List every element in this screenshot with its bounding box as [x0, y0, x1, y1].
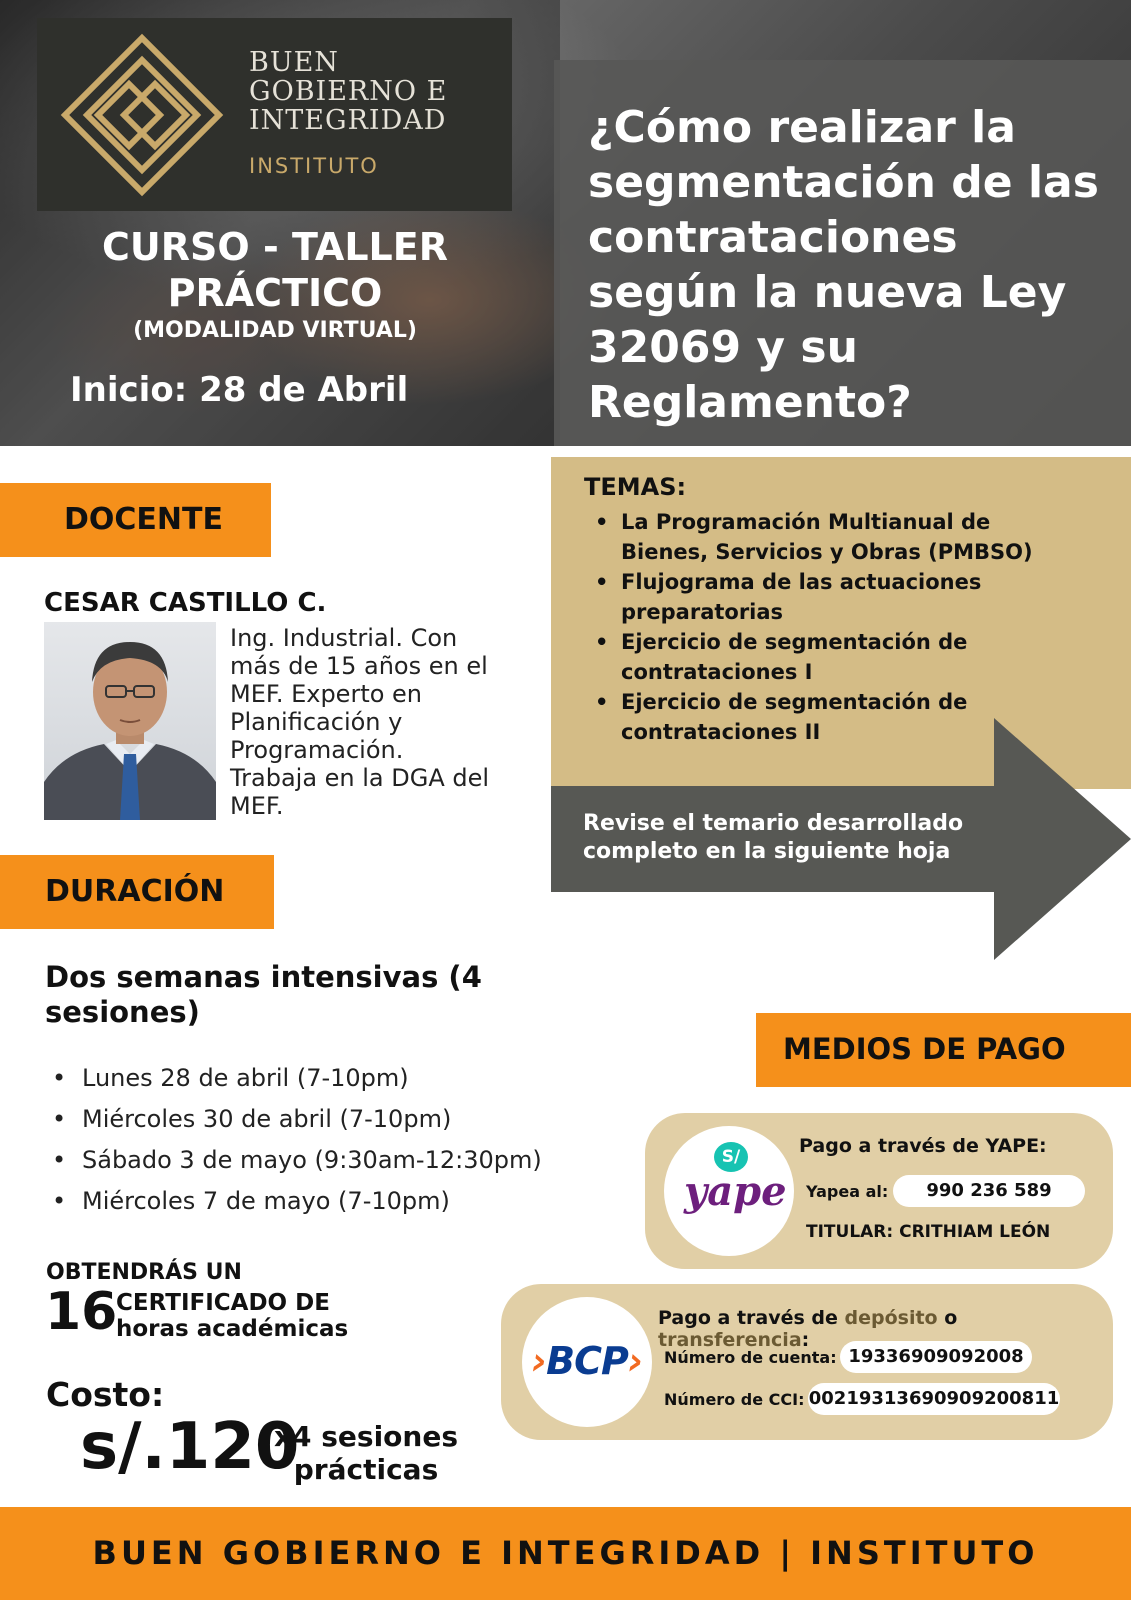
temario-note: Revise el temario desarrollado completo en la siguiente hoja — [583, 811, 964, 864]
brand-line-1: BUEN — [249, 47, 339, 78]
hero-banner — [0, 0, 1131, 446]
bcp-cci-number: 00219313690909200811 — [808, 1383, 1060, 1415]
session-item: • Lunes 28 de abril (7-10pm) — [52, 1058, 542, 1099]
start-date: Inicio: 28 de Abril — [70, 370, 409, 410]
certificate-intro: OBTENDRÁS UN — [46, 1260, 242, 1285]
footer-banner: BUEN GOBIERNO E INTEGRIDAD | INSTITUTO — [0, 1507, 1131, 1600]
duration-headline: Dos semanas intensivas (4 sesiones) — [45, 960, 482, 1029]
brand-subtitle: INSTITUTO — [249, 154, 379, 178]
yape-title: Pago a través de YAPE: — [799, 1135, 1047, 1157]
cost-label: Costo: — [46, 1375, 165, 1414]
yape-badge-icon: S/ — [714, 1142, 748, 1172]
brand-line-2: GOBIERNO E — [249, 76, 448, 107]
course-mode: (MODALIDAD VIRTUAL) — [133, 318, 417, 343]
course-question: ¿Cómo realizar la segmentación de las contrataciones según la nueva Ley 32069 y su Reglamento? — [588, 102, 1099, 428]
cost-note-line-2: prácticas — [293, 1453, 439, 1486]
yape-wordmark: yape — [684, 1168, 787, 1215]
bcp-title-pre: Pago a través de — [658, 1307, 845, 1329]
brand-name — [249, 48, 499, 135]
session-item: • Miércoles 30 de abril (7-10pm) — [52, 1099, 542, 1140]
bcp-title-transferencia: transferencia — [658, 1329, 802, 1351]
session-list — [52, 1058, 542, 1222]
course-title-line-1: CURSO - TALLER — [102, 225, 448, 269]
bcp-account-number: 19336909092008 — [840, 1341, 1032, 1373]
temas-title: TEMAS: — [584, 473, 687, 501]
yape-logo — [664, 1126, 794, 1256]
certificate-hours: 16 — [45, 1282, 118, 1342]
yape-holder: TITULAR: CRITHIAM LEÓN — [806, 1222, 1051, 1242]
bcp-wordmark-text: BCP — [546, 1339, 628, 1383]
tema-item: • Ejercicio de segmentación de contrataciones II — [595, 687, 1065, 747]
course-title-line-2: PRÁCTICO — [167, 271, 383, 315]
bcp-logo — [522, 1297, 652, 1427]
cost-price: s/.120 — [80, 1410, 300, 1484]
tema-item: • Flujograma de las actuaciones preparatorias — [595, 567, 1065, 627]
bcp-card — [501, 1284, 1113, 1440]
certificate-text — [116, 1290, 348, 1342]
teacher-photo — [44, 622, 216, 820]
temas-list — [595, 507, 1065, 747]
certificate-line-2: horas académicas — [116, 1316, 349, 1342]
session-item: • Miércoles 7 de mayo (7-10pm) — [52, 1181, 542, 1222]
yape-card — [645, 1113, 1113, 1269]
diamond-logo-icon — [59, 32, 225, 198]
medios-pago-tag: MEDIOS DE PAGO — [756, 1013, 1131, 1087]
question-panel — [554, 60, 1131, 446]
bcp-title-mid: o — [937, 1307, 958, 1329]
bcp-wordmark — [522, 1339, 652, 1383]
bcp-chevron-icon: › — [531, 1339, 547, 1383]
bcp-chevron-icon: › — [627, 1339, 643, 1383]
brand-logo-box — [37, 18, 512, 211]
tema-item: • La Programación Multianual de Bienes, Servicios y Obras (PMBSO) — [595, 507, 1065, 567]
teacher-bio: Ing. Industrial. Con más de 15 años en el MEF. Experto en Planificación y Programación. Trabaja en la DGA del MEF. — [230, 624, 490, 820]
cost-note-line-1: x4 sesiones — [273, 1420, 459, 1453]
yape-label: Yapea al: — [806, 1182, 889, 1201]
bcp-account-label: Número de cuenta: — [664, 1348, 837, 1367]
session-item: • Sábado 3 de mayo (9:30am-12:30pm) — [52, 1140, 542, 1181]
course-title — [40, 224, 510, 316]
tema-item: • Ejercicio de segmentación de contrataciones I — [595, 627, 1065, 687]
yape-number: 990 236 589 — [893, 1175, 1085, 1207]
bcp-cci-label: Número de CCI: — [664, 1390, 805, 1409]
bcp-title-deposito: depósito — [844, 1307, 938, 1329]
docente-tag: DOCENTE — [0, 483, 271, 557]
teacher-portrait-icon — [44, 622, 216, 820]
bcp-title-end: : — [801, 1329, 810, 1351]
cost-note — [268, 1420, 464, 1486]
certificate-line-1: CERTIFICADO DE — [116, 1290, 330, 1316]
brand-line-3: INTEGRIDAD — [249, 105, 447, 136]
teacher-name: CESAR CASTILLO C. — [44, 588, 327, 618]
duracion-tag: DURACIÓN — [0, 855, 274, 929]
